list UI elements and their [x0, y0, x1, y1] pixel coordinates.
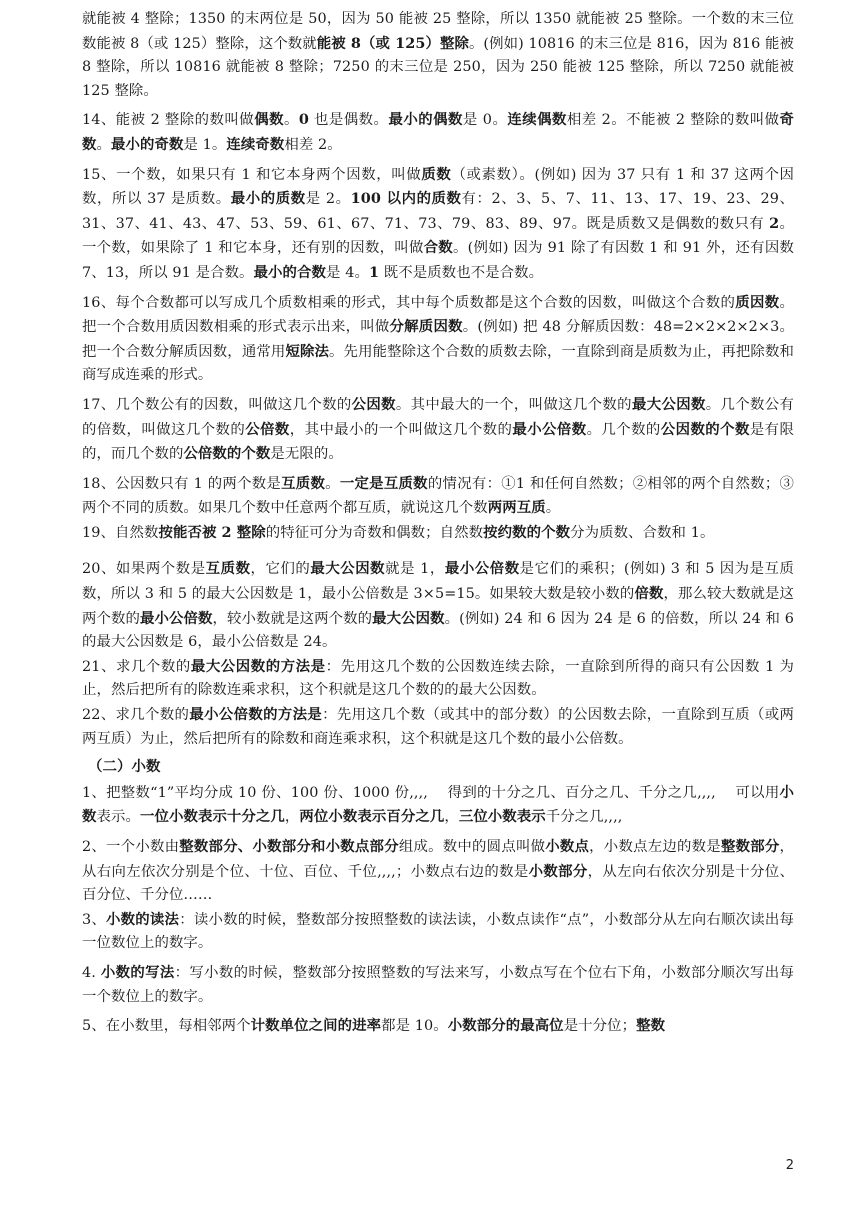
bold-term: 公倍数: [245, 420, 290, 438]
text-run: 分为质数、合数和 1。: [570, 524, 715, 541]
bold-term: 最小公倍数: [512, 420, 587, 438]
paragraph: [82, 961, 794, 1009]
text-run: 。: [96, 136, 111, 153]
paragraph: [82, 393, 794, 467]
text-run: 也是偶数。: [308, 112, 389, 129]
text-run: 。(例如) 24 和 6 因为 24 是 6 的倍数，所以 24 和 6 的最大公因数是 6，最小公倍数是 24。: [82, 610, 794, 651]
text-run: 2、一个小数由: [82, 839, 180, 855]
text-run: ，从右向左依次分别是个位、十位、百位、千位,,,,；小数点右边的数是: [82, 839, 794, 880]
text-run: 都是 10。: [381, 1018, 448, 1035]
text-run: 千分之几,,,,: [545, 809, 623, 826]
bold-term: 2: [769, 214, 780, 232]
paragraph: [82, 472, 794, 521]
bold-term: 分解质因数: [389, 318, 463, 336]
bold-term: 合数: [423, 239, 453, 257]
bold-term: 两位小数表示百分之几: [299, 808, 445, 826]
text-run: 是无限的。: [270, 446, 343, 463]
paragraph: [82, 655, 794, 703]
bold-term: 最小的合数: [253, 263, 327, 281]
text-run: ，那么较大数就是这两个数的: [82, 586, 795, 627]
text-run: 。(例如) 因为 91 除了有因数 1 和 91 外，还有因数 7、13，所以 91 是合数。: [82, 240, 794, 281]
text-run: 1、把整数“1”平均分成 10 份、100 份、1000 份,,,, 得到的十分之几、百分之几、千分之几,,,, 可以用: [82, 784, 780, 801]
paragraph: [82, 163, 794, 286]
bold-term: 整数部分、小数部分和小数点部分: [179, 838, 399, 855]
bold-term: 小数: [82, 783, 794, 826]
text-run: ，: [444, 809, 459, 826]
page-number: 2: [785, 1158, 794, 1173]
text-run: 组成。数中的圆点叫做: [398, 839, 546, 855]
bold-term: 质因数: [735, 293, 780, 311]
text-run: 16、每个合数都可以写成几个质数相乘的形式，其中每个质数都是这个合数的因数，叫做这个合数的: [82, 294, 736, 311]
text-run: 就是 1，: [385, 561, 445, 578]
text-run: 。 一个数，如果除了 1 和它本身，还有别的因数，叫做: [82, 215, 794, 257]
text-run: 。把一个合数用质因数相乘的形式表示出来，叫做: [82, 294, 794, 336]
text-run: 22、求几个数的: [82, 707, 190, 724]
bold-term: （二）小数: [88, 758, 161, 776]
bold-term: 小数的读法: [106, 910, 180, 928]
text-run: 是有限的，而几个数的: [82, 421, 794, 463]
text-run: 15、一个数，如果只有 1 和它本身两个因数，叫做: [82, 166, 422, 183]
text-run: 相差 2。: [284, 136, 342, 153]
text-run: 相差 2。不能被 2 整除的数叫做: [566, 112, 780, 129]
text-run: ：先用这几个数的公因数连续去除，一直除到所得的商只有公因数 1 为止，然后把所有的除数连乘求积，这个积就是这几个数的的最大公因数。: [82, 658, 794, 699]
text-run: 5、在小数里，每相邻两个: [82, 1018, 251, 1035]
bold-term: 一定是互质数: [339, 474, 428, 492]
text-run: ，: [284, 809, 300, 826]
bold-term: 小数部分的最高位: [447, 1017, 564, 1035]
bold-term: 连续奇数: [226, 135, 285, 153]
bold-term: 最大公因数的方法是: [190, 657, 326, 675]
text-run: 是它们的乘积；(例如) 3 和 5 因为是互质数，所以 3 和 5 的最大公因数是 1，最小公倍数是 3×5=15。如果较大数是较小数的: [82, 561, 794, 603]
paragraph: [82, 291, 794, 388]
bold-term: 一位小数表示十分之几: [139, 808, 285, 826]
bold-term: 最大公因数: [631, 395, 706, 413]
bold-term: 三位小数表示: [458, 808, 546, 826]
section-heading: [82, 755, 794, 779]
text-run: ：读小数的时候，整数部分按照整数的读法读，小数点读作“点”，小数部分从左向右顺次读出每一位数位上的数字。: [82, 911, 794, 952]
bold-term: 公因数的个数: [660, 420, 750, 438]
bold-term: 公倍数的个数: [183, 445, 271, 463]
text-run: 是 4。: [326, 264, 369, 281]
text-run: 是 1。: [183, 136, 227, 153]
bold-term: 0: [298, 111, 309, 129]
text-run: ，小数点左边的数是: [589, 839, 721, 855]
bold-term: 公因数: [351, 395, 396, 413]
bold-term: 整数部分: [720, 838, 780, 855]
paragraph: [82, 908, 794, 956]
text-run: 20、如果两个数是: [82, 561, 206, 578]
text-run: 就能被 4 整除；1350 的末两位是 50，因为 50 能被 25 整除，所以 1350 就能被 25 整除。一个数的末三位数能被 8（或 125）整除，这个数就: [82, 11, 794, 52]
text-run: 是十分位；: [563, 1018, 637, 1035]
paragraph: [82, 557, 794, 654]
bold-term: 倍数: [634, 585, 664, 603]
text-run: ，较小数就是这两个数的: [212, 610, 373, 627]
bold-term: 100 以内的质数: [350, 190, 462, 208]
text-run: 。其中最大的一个，叫做这几个数的: [395, 396, 632, 413]
text-run: 表示。: [96, 809, 140, 826]
text-run: 。(例如) 10816 的末三位是 816，因为 816 能被 8 整除，所以 10816 就能被 8 整除；7250 的末三位是 250，因为 250 能被 125 整除，所以 7250 就能被 125 整除。: [82, 35, 794, 99]
bold-term: 互质数: [281, 474, 326, 492]
bold-term: 计数单位之间的进率: [250, 1017, 382, 1035]
bold-term: 最小公倍数: [444, 560, 520, 578]
paragraph: [82, 1014, 794, 1039]
bold-term: 最大公因数: [310, 560, 386, 578]
bold-term: 最小公倍数: [140, 609, 213, 627]
text-run: ，从左向右依次分别是十分位、百分位、千分位……: [82, 863, 794, 904]
document-body: [82, 8, 794, 1039]
bold-term: 连续偶数: [507, 111, 567, 129]
text-run: ，它们的: [250, 561, 311, 578]
bold-term: 最大公因数: [372, 609, 445, 627]
text-run: 的情况有：①1 和任何自然数；②相邻的两个自然数；③两个不同的质数。如果几个数中任意两个都互质，就说这几个数: [82, 475, 794, 517]
bold-term: 奇数: [82, 111, 794, 153]
text-run: 4.: [82, 964, 101, 981]
bold-term: 偶数: [254, 111, 284, 129]
paragraph: [82, 703, 794, 751]
bold-term: 按约数的个数: [483, 523, 571, 541]
text-run: 既不是质数也不是合数。: [379, 264, 544, 281]
text-run: 。几个数公有的倍数，叫做这几个数的: [82, 396, 794, 438]
bold-term: 最小的偶数: [388, 111, 463, 129]
text-run: ，其中最小的一个叫做这几个数的: [289, 421, 513, 438]
text-run: 17、几个数公有的因数，叫做这几个数的: [82, 396, 352, 413]
paragraph: [82, 8, 794, 103]
text-run: ：写小数的时候，整数部分按照整数的写法来写，小数点写在个位右下角，小数部分顺次写出每一个数位上的数字。: [82, 964, 794, 1005]
bold-term: 互质数: [205, 560, 251, 578]
text-run: 是 2。: [305, 191, 351, 208]
text-run: 。: [325, 475, 340, 492]
paragraph: [82, 521, 794, 546]
text-run: 。先用能整除这个合数的质数去除，一直除到商是质数为止，再把除数和商写成连乘的形式。: [82, 343, 794, 384]
bold-term: 小数的写法: [100, 963, 175, 981]
bold-term: 小数点: [545, 838, 590, 855]
bold-term: 整数: [636, 1017, 666, 1035]
text-run: 。: [545, 500, 561, 517]
text-run: 18、公因数只有 1 的两个数是: [82, 475, 282, 492]
text-run: 。几个数的: [586, 421, 661, 438]
text-run: （或素数）。(例如) 因为 37 只有 1 和 37 这两个因数，所以 37 是质数。: [82, 166, 795, 208]
text-run: 。: [283, 112, 299, 129]
text-run: 14、能被 2 整除的数叫做: [82, 112, 255, 129]
bold-term: 小数部分: [528, 862, 588, 880]
bold-term: 1: [368, 263, 380, 281]
text-run: 有：2、3、5、7、11、13、17、19、23、29、31、37、41、43、47、53、59、61、67、71、73、79、83、89、97。既是质数又是偶数的数只有: [82, 191, 794, 232]
bold-term: 最小的质数: [230, 190, 306, 208]
text-run: 。(例如) 把 48 分解质因数：48=2×2×2×2×3。把一个合数分解质因数，通常用: [82, 319, 794, 360]
text-run: ：先用这几个数（或其中的部分数）的公因数去除，一直除到互质（或两两互质）为止，然后把所有的除数和商连乘求积，这个积就是这几个数的最小公倍数。: [82, 707, 794, 747]
bold-term: 质数: [421, 165, 452, 183]
text-run: 是 0。: [462, 112, 508, 129]
bold-term: 最小的奇数: [111, 135, 184, 153]
bold-term: 短除法: [285, 342, 330, 360]
text-run: 的特征可分为奇数和偶数；自然数: [265, 524, 484, 541]
bold-term: 能被 8（或 125）整除: [316, 34, 469, 52]
bold-term: 按能否被 2 整除: [158, 523, 266, 541]
bold-term: 两两互质: [487, 499, 546, 517]
text-run: 19、自然数: [82, 524, 159, 541]
bold-term: 最小公倍数的方法是: [189, 706, 323, 724]
text-run: 3、: [82, 911, 107, 928]
paragraph: [82, 781, 794, 830]
paragraph: [82, 108, 794, 157]
paragraph: [82, 835, 794, 908]
text-run: 21、求几个数的: [82, 658, 191, 675]
